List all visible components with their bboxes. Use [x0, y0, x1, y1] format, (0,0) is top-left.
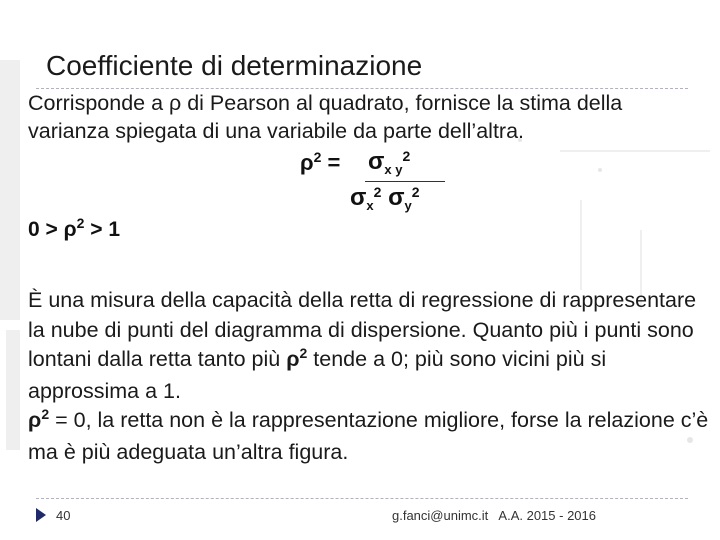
footer-info: [392, 508, 596, 523]
footer-email: g.fanci@unimc.it: [392, 508, 489, 523]
intro-text: Corrisponde a ρ di Pearson al quadrato, fornisce la stima della varianza spiegata di una variabile da parte dell’altra.: [28, 91, 623, 143]
paragraph-1-rho: ρ: [286, 347, 300, 371]
equals-sign: =: [327, 150, 341, 175]
page-number: 40: [56, 508, 71, 523]
footer-academic-year: A.A. 2015 - 2016: [498, 508, 596, 523]
formula-numerator: [368, 148, 410, 176]
paragraph-1-exponent: 2: [299, 345, 308, 361]
den-exponent-2: 2: [411, 184, 420, 200]
formula-denominator: [350, 184, 420, 212]
lhs-symbol: ρ: [300, 150, 314, 175]
inequality: [28, 215, 121, 242]
slide-title: Coefficiente di determinazione: [46, 50, 423, 81]
arrow-right-icon: [36, 508, 46, 522]
paragraph-2-rho: ρ: [28, 408, 42, 432]
paragraph-1: È una misura della capacità della retta di regressione di rappresentare la nube di punti del diagramma di dispersione. Quanto più i punti sono lontani dalla retta tanto più: [28, 288, 697, 371]
den-symbol-1: σ: [350, 184, 367, 211]
inequality-right: > 1: [90, 218, 121, 241]
num-subscript: x y: [384, 162, 403, 177]
formula-lhs: [300, 150, 340, 176]
paragraph-2: = 0, la retta non è la rappresentazione migliore, forse la relazione c’è ma è più adeguata un’altra figura.: [28, 408, 709, 464]
body-text: [28, 286, 714, 467]
den-subscript-1: x: [366, 198, 374, 213]
paragraph-1-end: tende a 0; più sono vicini più si approssima a 1.: [28, 347, 607, 403]
num-symbol: σ: [368, 148, 385, 175]
den-symbol-2: σ: [388, 184, 405, 211]
inequality-left: 0 > ρ: [28, 218, 77, 241]
den-exponent-1: 2: [373, 184, 382, 200]
fraction-bar: [365, 181, 445, 182]
lhs-exponent: 2: [313, 149, 322, 165]
footer-divider: [36, 498, 688, 499]
num-exponent: 2: [402, 148, 411, 164]
inequality-exponent: 2: [76, 215, 85, 231]
den-subscript-2: y: [404, 198, 412, 213]
paragraph-2-exponent: 2: [41, 406, 50, 422]
